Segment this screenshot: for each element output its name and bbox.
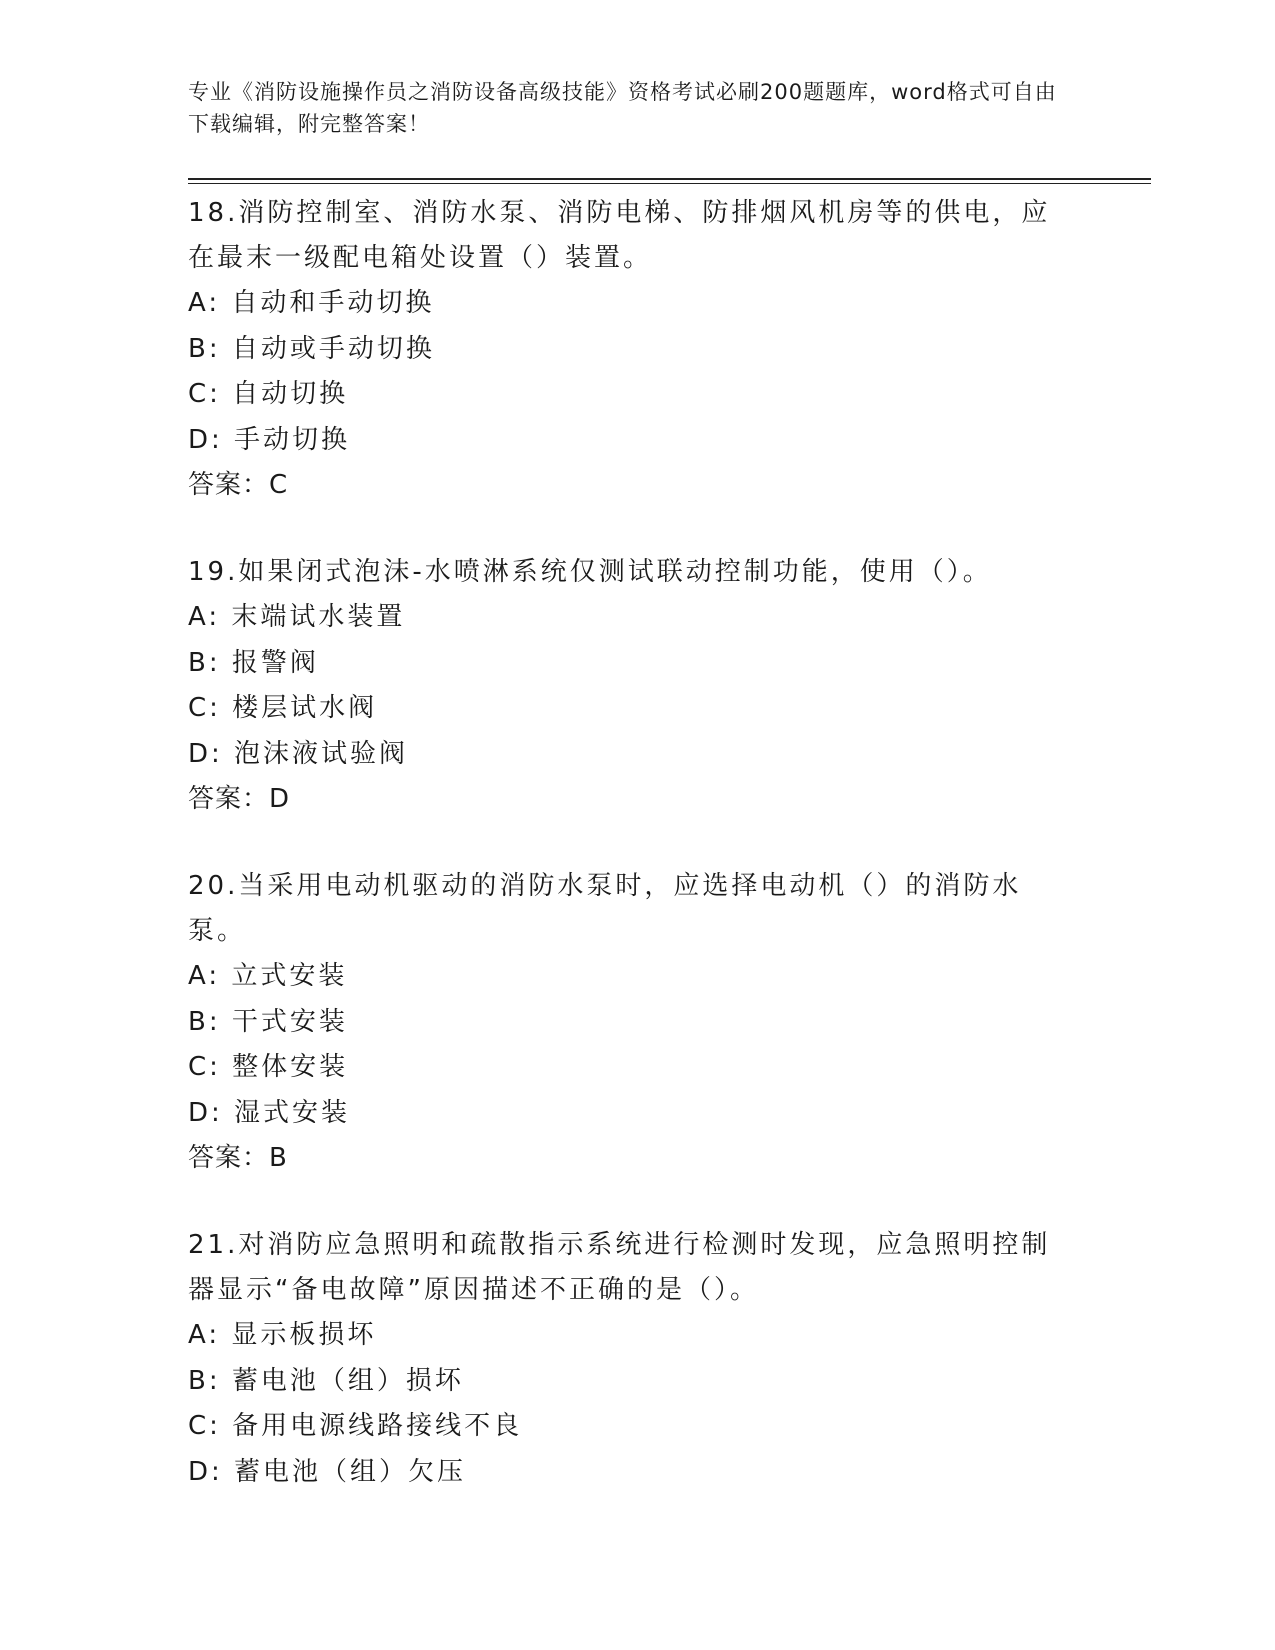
option-b: B: 报警阀	[188, 647, 319, 678]
option-c: C: 自动切换	[188, 379, 349, 409]
answer-line: 答案：C	[188, 470, 289, 500]
document-header: 专业《消防设施操作员之消防设备高级技能》资格考试必刷200题题库，word格式可自由下载编辑，附完整答案！	[188, 80, 1057, 136]
question-19	[188, 550, 1088, 822]
question-stem: 20.当采用电动机驱动的消防水泵时，应选择电动机（）的消防水泵。	[188, 871, 1022, 946]
option-b: B: 干式安装	[188, 1006, 348, 1037]
question-stem: 18.消防控制室、消防水泵、消防电梯、防排烟风机房等的供电，应在最末一级配电箱处设置（）装置。	[188, 198, 1051, 273]
option-d: D: 湿式安装	[188, 1097, 351, 1128]
question-21	[188, 1223, 1088, 1495]
question-18	[188, 191, 1088, 508]
option-d: D: 蓄电池（组）欠压	[188, 1456, 467, 1487]
option-d: D: 泡沫液试验阀	[188, 738, 409, 769]
option-a: A: 显示板损坏	[188, 1320, 377, 1350]
option-b: B: 蓄电池（组）损坏	[188, 1365, 464, 1396]
option-c: C: 备用电源线路接线不良	[188, 1411, 523, 1441]
header-divider-thick	[188, 178, 1151, 180]
option-a: A: 末端试水装置	[188, 602, 406, 632]
option-d: D: 手动切换	[188, 424, 351, 455]
question-stem: 19.如果闭式泡沫-水喷淋系统仅测试联动控制功能，使用（）。	[188, 557, 992, 587]
option-c: C: 整体安装	[188, 1052, 349, 1082]
option-a: A: 立式安装	[188, 961, 348, 991]
question-list	[188, 191, 1088, 1537]
answer-line: 答案：D	[188, 784, 291, 814]
question-20	[188, 864, 1088, 1181]
answer-line: 答案：B	[188, 1143, 288, 1173]
option-a: A: 自动和手动切换	[188, 288, 435, 318]
option-b: B: 自动或手动切换	[188, 333, 435, 364]
header-divider-thin	[188, 183, 1151, 184]
option-c: C: 楼层试水阀	[188, 693, 378, 723]
question-stem: 21.对消防应急照明和疏散指示系统进行检测时发现，应急照明控制器显示“备电故障”原因描述不正确的是（）。	[188, 1230, 1051, 1305]
